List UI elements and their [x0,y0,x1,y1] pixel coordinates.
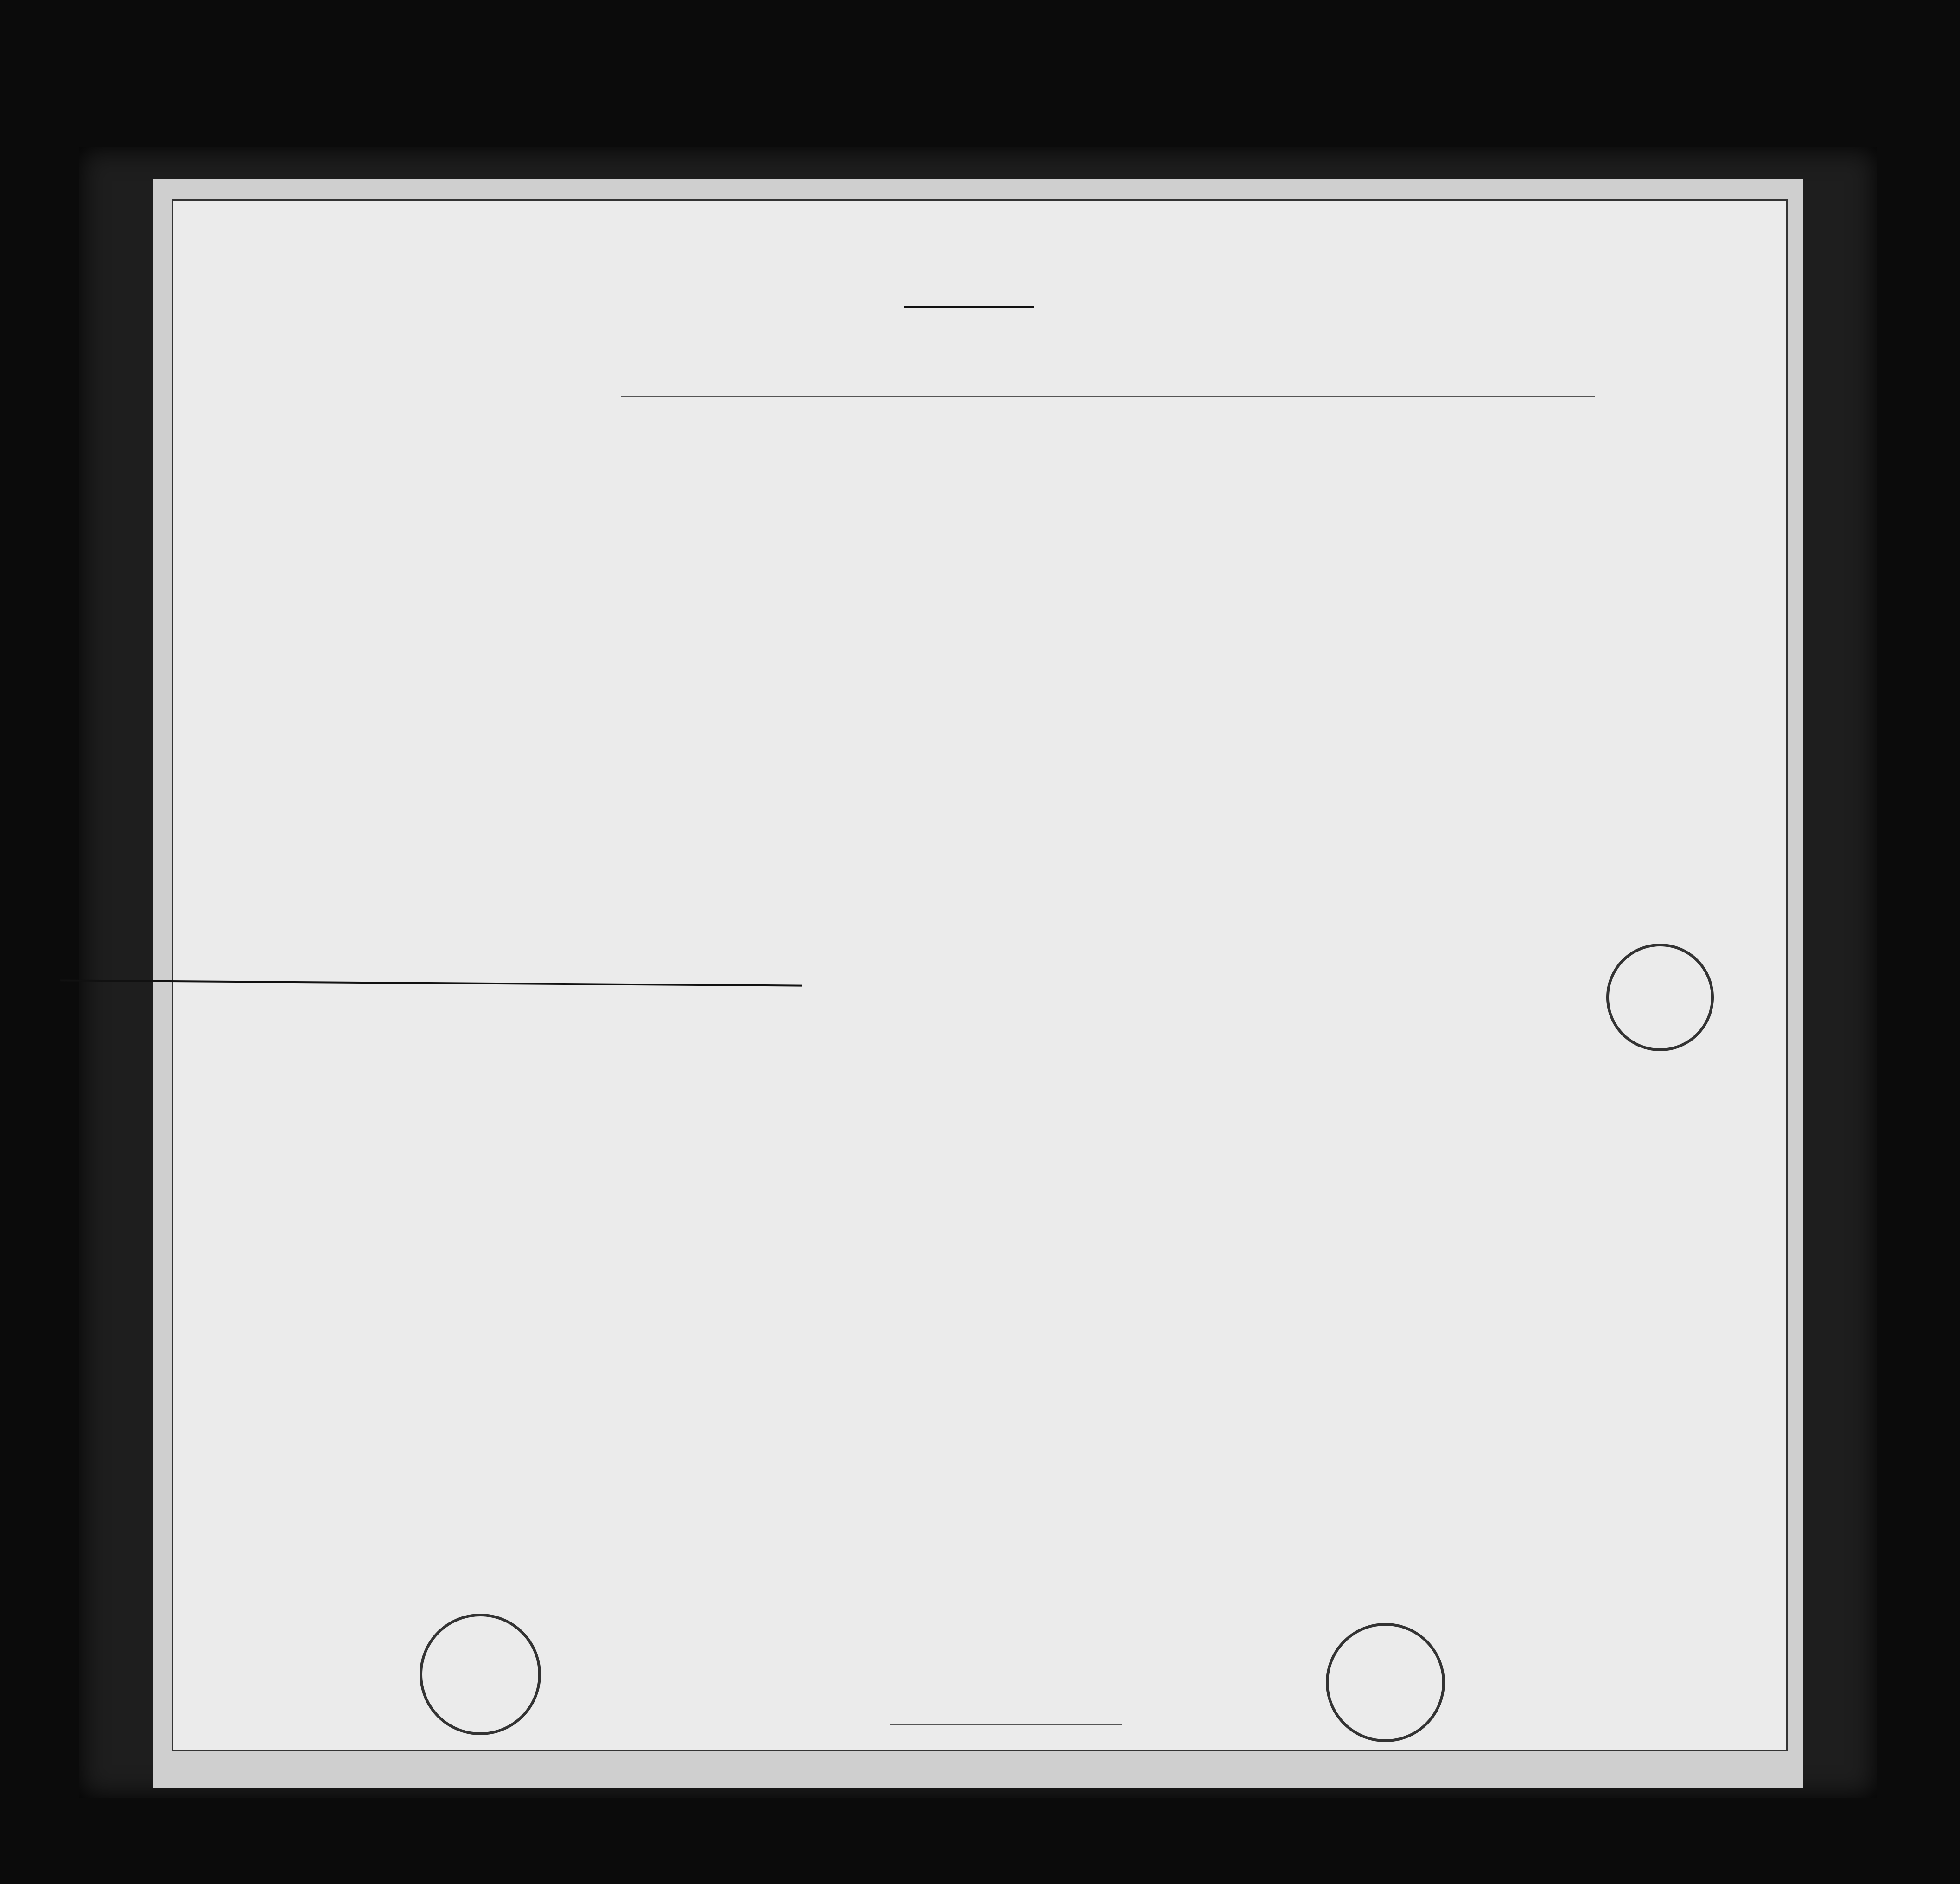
consulate-seal-right [1326,1623,1445,1742]
seal-text-overlay [1609,946,1711,986]
seal-text-left [422,1616,538,1663]
seal-text-right [1329,1626,1442,1671]
vessel-line [348,375,1590,399]
sheet-number [1585,261,1592,299]
inspector-rule [890,1724,1122,1725]
consulate-seal-overlay [1606,944,1714,1051]
manifest-table [175,403,1779,1667]
consulate-seal-left [420,1614,541,1735]
vessel-rule [621,396,1595,397]
title-rule [904,306,1034,308]
